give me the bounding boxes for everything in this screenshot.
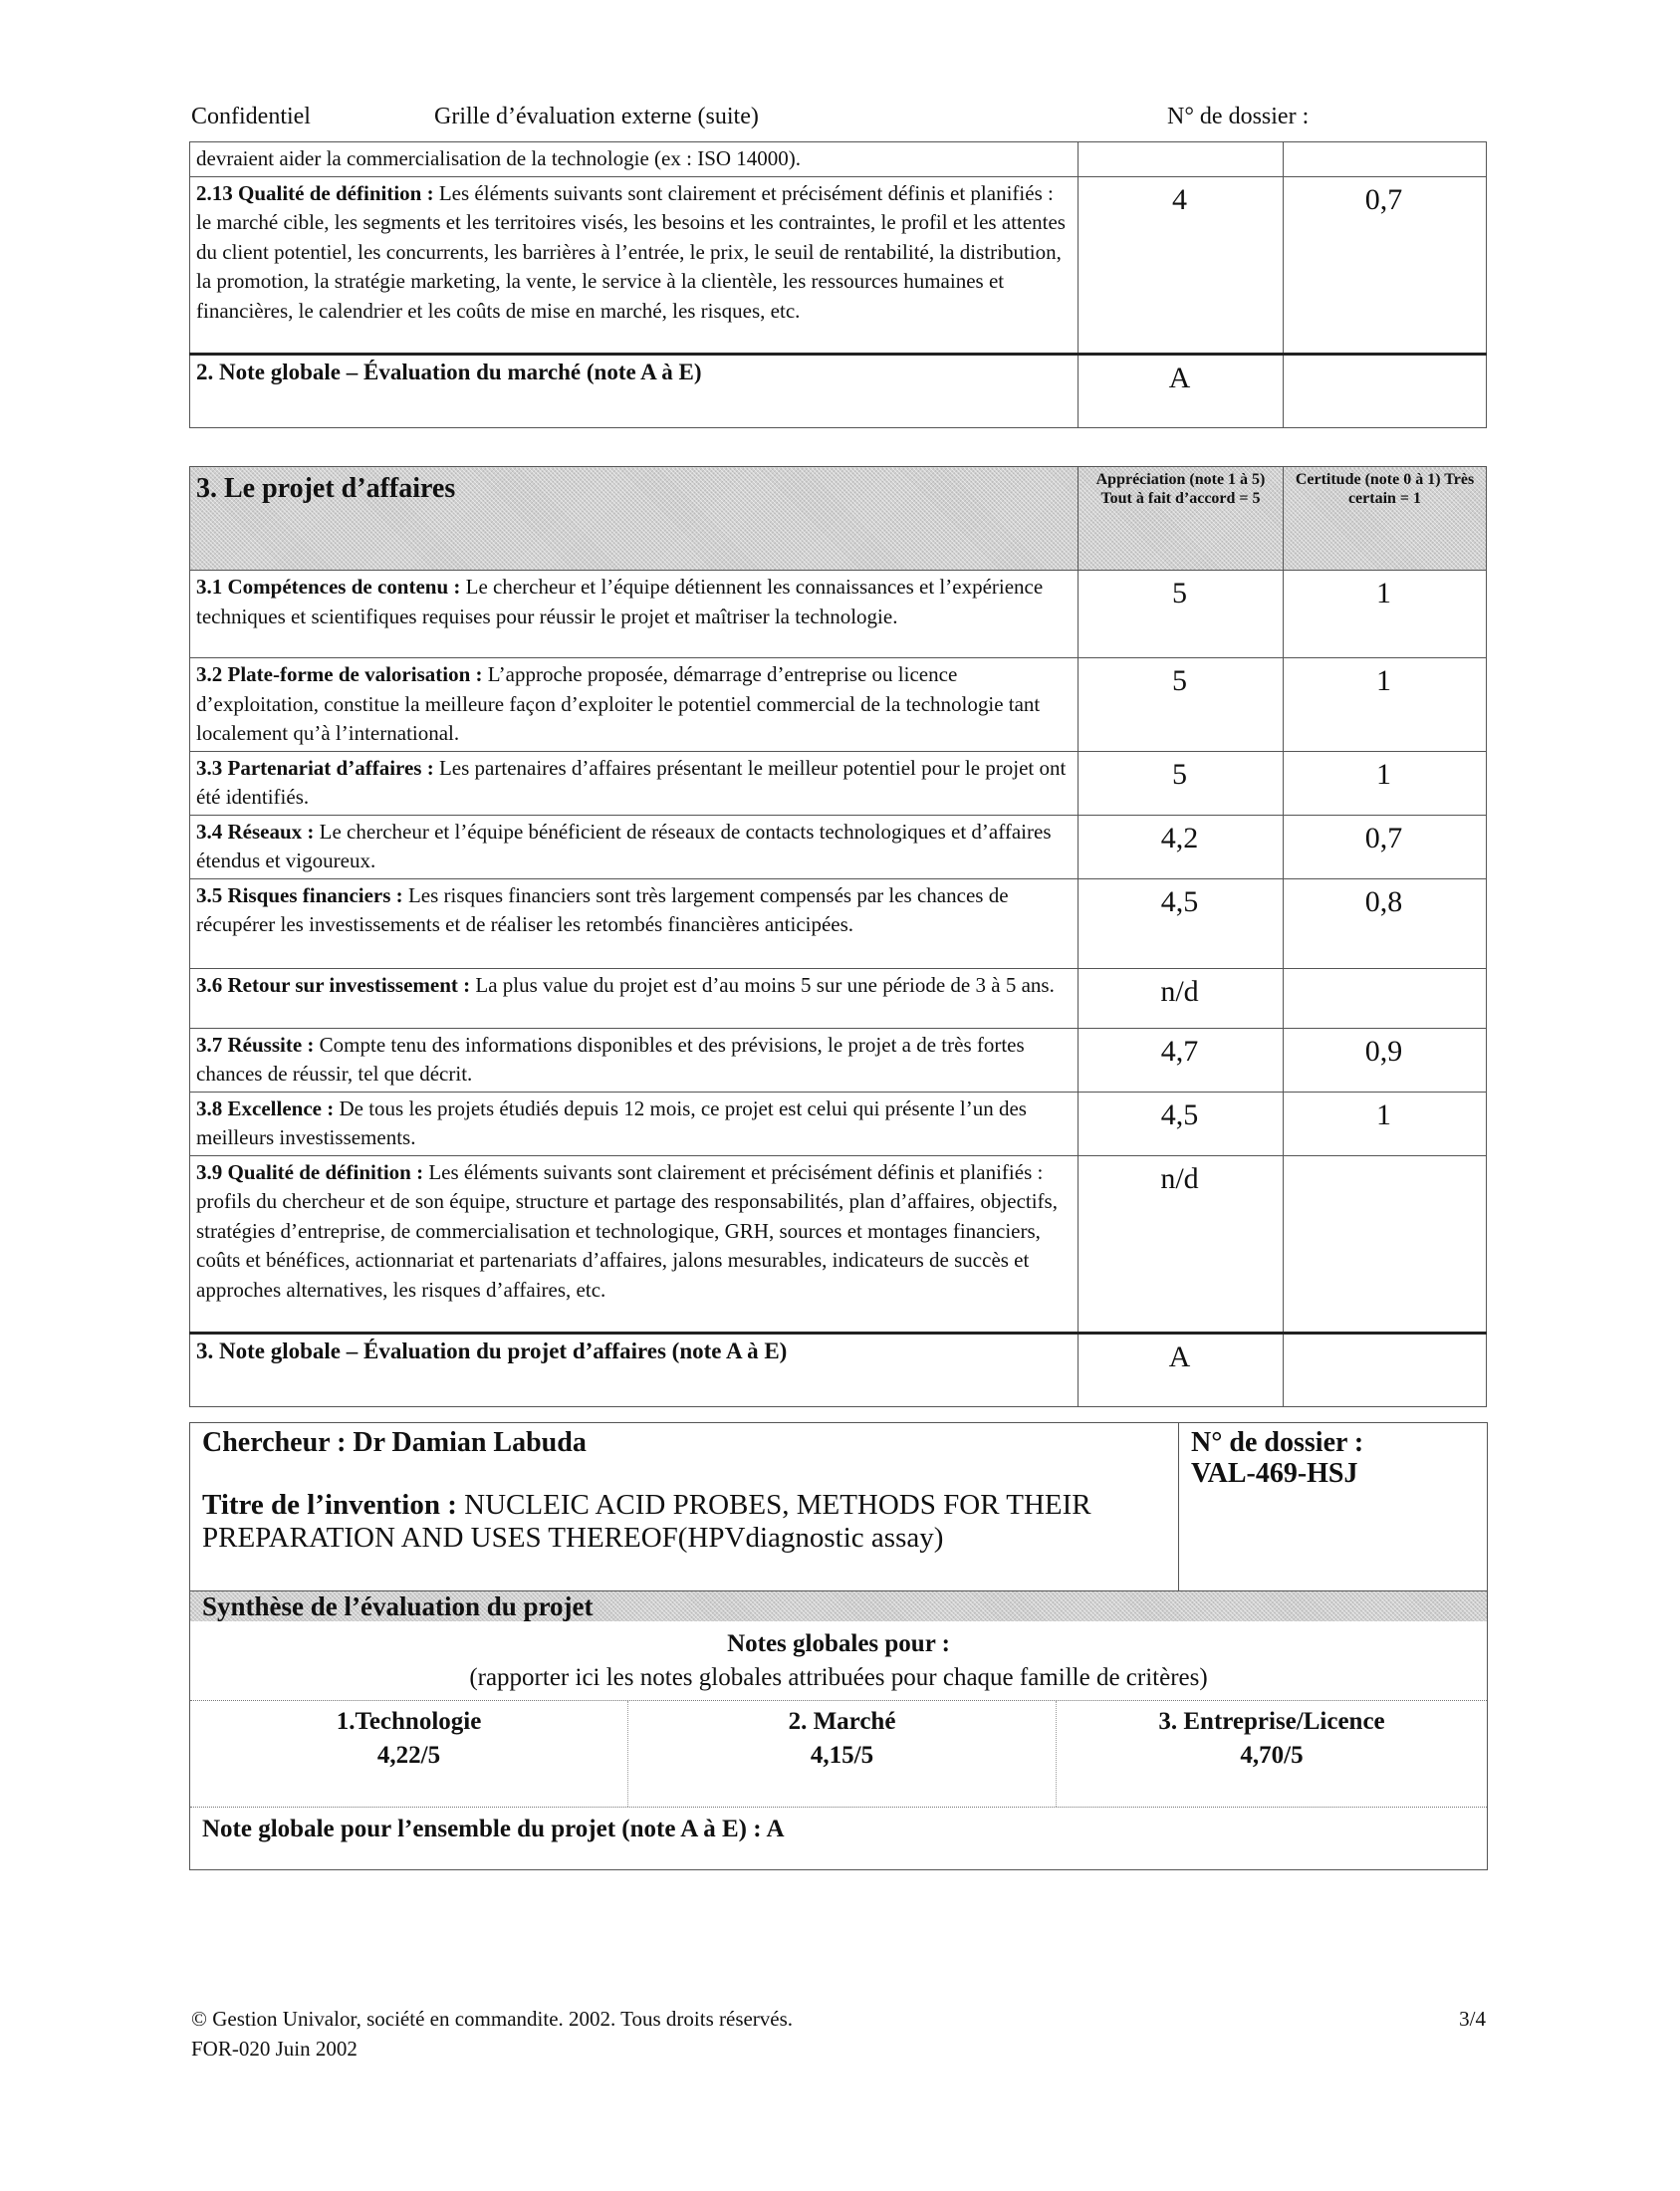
- synthesis-title: Synthèse de l’évaluation du projet: [190, 1591, 1487, 1621]
- overall-grade-line: [202, 1816, 785, 1843]
- certitude-score: 0,7: [1284, 815, 1487, 878]
- section3-total-grade: A: [1079, 1333, 1284, 1406]
- criterion-text: Le chercheur et l’équipe détiennent les connaissances et l’expérience techniques et scientifiques requises pour réussir le projet et maîtriser la technologie.: [196, 575, 1044, 628]
- category-technology: [190, 1701, 628, 1807]
- copyright-text: © Gestion Univalor, société en commandite. 2002. Tous droits réservés.: [191, 2007, 794, 2031]
- certitude-score: 0,7: [1284, 176, 1487, 354]
- page-footer: [191, 2004, 1486, 2064]
- criterion-3-9: [190, 1155, 1079, 1333]
- criterion-3-4: [190, 815, 1079, 878]
- criterion-text: L’approche proposée, démarrage d’entreprise ou licence d’exploitation, constitue la meilleure façon d’exploiter le potentiel commercial de la technologie tant localement qu’à l’international.: [196, 662, 1041, 745]
- dossier-block: [1191, 1427, 1363, 1489]
- appreciation-score: 4,5: [1079, 878, 1284, 968]
- page-header: [191, 104, 1486, 137]
- appreciation-score: 4,5: [1079, 1092, 1284, 1155]
- category-market: [628, 1701, 1057, 1807]
- table-row: [190, 1155, 1487, 1333]
- certitude-cell: [1284, 1333, 1487, 1406]
- criterion-title: 3.7 Réussite :: [196, 1032, 315, 1057]
- category-score: 4,70/5: [1240, 1742, 1304, 1769]
- criterion-title: 2.13 Qualité de définition :: [196, 180, 434, 205]
- criterion-3-1: [190, 571, 1079, 658]
- category-label: 1.Technologie: [336, 1708, 482, 1735]
- appreciation-score: n/d: [1079, 968, 1284, 1028]
- appreciation-cell: [1079, 142, 1284, 177]
- invention-title-block: [202, 1489, 1168, 1555]
- appreciation-score: 4,2: [1079, 815, 1284, 878]
- criterion-text: La plus value du projet est d’au moins 5 sur une période de 3 à 5 ans.: [475, 972, 1055, 997]
- criterion-title: 3.1 Compétences de contenu :: [196, 575, 461, 599]
- table-row: [190, 571, 1487, 658]
- appreciation-score: 5: [1079, 658, 1284, 752]
- criterion-title: 3.4 Réseaux :: [196, 819, 315, 844]
- certitude-score: 1: [1284, 1092, 1487, 1155]
- continuation-text: devraient aider la commercialisation de la technologie (ex : ISO 14000).: [190, 142, 1079, 177]
- table-row: [190, 968, 1487, 1028]
- overall-label: Note globale pour l’ensemble du projet (note A à E) :: [202, 1816, 762, 1842]
- form-id: FOR-020 Juin 2002: [191, 2037, 358, 2061]
- criterion-3-7: [190, 1028, 1079, 1092]
- invention-title: NUCLEIC ACID PROBES, METHODS FOR THEIR PREPARATION AND USES THEREOF(HPVdiagnostic assay): [202, 1489, 1091, 1554]
- certitude-score: 0,9: [1284, 1028, 1487, 1092]
- notes-heading: Notes globales pour :: [727, 1630, 950, 1657]
- category-enterprise: [1057, 1701, 1487, 1807]
- criterion-3-6: [190, 968, 1079, 1028]
- overall-grade: A: [766, 1816, 785, 1842]
- notes-heading-block: [190, 1627, 1487, 1695]
- certitude-score: [1284, 968, 1487, 1028]
- dossier-label: N° de dossier :: [1167, 104, 1310, 129]
- category-label: 3. Entreprise/Licence: [1158, 1708, 1385, 1735]
- criterion-title: 3.5 Risques financiers :: [196, 882, 403, 907]
- section3-total-label: 3. Note globale – Évaluation du projet d’affaires (note A à E): [190, 1333, 1079, 1406]
- table-row: [190, 658, 1487, 752]
- dossier-info: [1179, 1423, 1487, 1591]
- summary-dossier-label: N° de dossier :: [1191, 1427, 1364, 1458]
- summary-box: [189, 1422, 1488, 1870]
- criterion-3-3: [190, 751, 1079, 815]
- section3-header-row: [190, 467, 1487, 571]
- dossier-number: VAL-469-HSJ: [1191, 1458, 1358, 1489]
- appreciation-score: n/d: [1079, 1155, 1284, 1333]
- invention-info: [190, 1423, 1179, 1591]
- certitude-score: 1: [1284, 751, 1487, 815]
- category-scores: [190, 1700, 1487, 1808]
- appreciation-score: 4,7: [1079, 1028, 1284, 1092]
- category-label: 2. Marché: [788, 1708, 896, 1735]
- criterion-3-2: [190, 658, 1079, 752]
- document-title: Grille d’évaluation externe (suite): [434, 104, 759, 129]
- criterion-2-13: [190, 176, 1079, 354]
- table-row: [190, 751, 1487, 815]
- table-row: [190, 1028, 1487, 1092]
- notes-subheading: (rapporter ici les notes globales attribuées pour chaque famille de critères): [469, 1664, 1208, 1691]
- certitude-score: 0,8: [1284, 878, 1487, 968]
- criterion-text: Compte tenu des informations disponibles et des prévisions, le projet a de très fortes chances de réussir, tel que décrit.: [196, 1032, 1025, 1086]
- criterion-title: 3.9 Qualité de définition :: [196, 1159, 424, 1184]
- criterion-text: De tous les projets étudiés depuis 12 mois, ce projet est celui qui présente l’un des meilleurs investissements.: [196, 1096, 1027, 1149]
- researcher-name: Chercheur : Dr Damian Labuda: [202, 1427, 587, 1458]
- table-row: [190, 815, 1487, 878]
- certitude-cell: [1284, 142, 1487, 177]
- confidential-label: Confidentiel: [191, 104, 311, 129]
- section3-total-row: [190, 1333, 1487, 1406]
- certitude-score: 1: [1284, 658, 1487, 752]
- criterion-3-5: [190, 878, 1079, 968]
- appreciation-score: 5: [1079, 751, 1284, 815]
- table-row: [190, 142, 1487, 177]
- invention-label: Titre de l’invention :: [202, 1489, 457, 1521]
- page-number: 3/4: [1459, 2007, 1486, 2031]
- criterion-title: 3.2 Plate-forme de valorisation :: [196, 662, 483, 686]
- criterion-3-8: [190, 1092, 1079, 1155]
- section2-table: [189, 141, 1487, 428]
- appreciation-score: 5: [1079, 571, 1284, 658]
- certitude-cell: [1284, 354, 1487, 427]
- section3-table: [189, 466, 1487, 1407]
- certitude-score: 1: [1284, 571, 1487, 658]
- section2-total-grade: A: [1079, 354, 1284, 427]
- appreciation-score: 4: [1079, 176, 1284, 354]
- criterion-text: Les éléments suivants sont clairement et précisément définis et planifiés : le marché cible, les segments et les territoires visés, les besoins et les contraintes, le profil et les attentes du client potentiel, les concurrents, les barrières à l’entrée, le prix, le seuil de rentabilité, la distribution, la promotion, la stratégie marketing, la vente, le service à la clientèle, les ressources humaines et financières, le calendrier et les coûts de mise en marché, les risques, etc.: [196, 180, 1066, 323]
- column-header-appreciation: Appréciation (note 1 à 5) Tout à fait d’accord = 5: [1079, 467, 1284, 571]
- section3-title: 3. Le projet d’affaires: [190, 467, 1079, 571]
- table-row: [190, 878, 1487, 968]
- section2-total-label: 2. Note globale – Évaluation du marché (note A à E): [190, 354, 1079, 427]
- criterion-title: 3.8 Excellence :: [196, 1096, 335, 1120]
- criterion-text: Les éléments suivants sont clairement et précisément définis et planifiés : profils du chercheur et de son équipe, structure et partage des responsabilités, plan d’affaires, objectifs, stratégies d’entreprise, de commercialisation et technologique, GRH, sources et montages financiers, coûts et bénéfices, actionnariat et partenariats d’affaires, jalons mesurables, indicateurs de succès et approches alternatives, les risques d’affaires, etc.: [196, 1159, 1058, 1302]
- criterion-text: Les risques financiers sont très largement compensés par les chances de récupérer les investissements et de réaliser les retombés financières anticipées.: [196, 882, 1009, 936]
- criterion-title: 3.6 Retour sur investissement :: [196, 972, 471, 997]
- criterion-text: Le chercheur et l’équipe bénéficient de réseaux de contacts technologiques et d’affaires étendus et vigoureux.: [196, 819, 1052, 872]
- certitude-score: [1284, 1155, 1487, 1333]
- table-row: [190, 1092, 1487, 1155]
- criterion-title: 3.3 Partenariat d’affaires :: [196, 755, 434, 780]
- criterion-text: Les partenaires d’affaires présentant le meilleur potentiel pour le projet ont été identifiés.: [196, 755, 1067, 809]
- table-row: [190, 176, 1487, 354]
- category-score: 4,22/5: [376, 1742, 441, 1769]
- column-header-certitude: Certitude (note 0 à 1) Très certain = 1: [1284, 467, 1487, 571]
- section2-total-row: [190, 354, 1487, 427]
- category-score: 4,15/5: [810, 1742, 874, 1769]
